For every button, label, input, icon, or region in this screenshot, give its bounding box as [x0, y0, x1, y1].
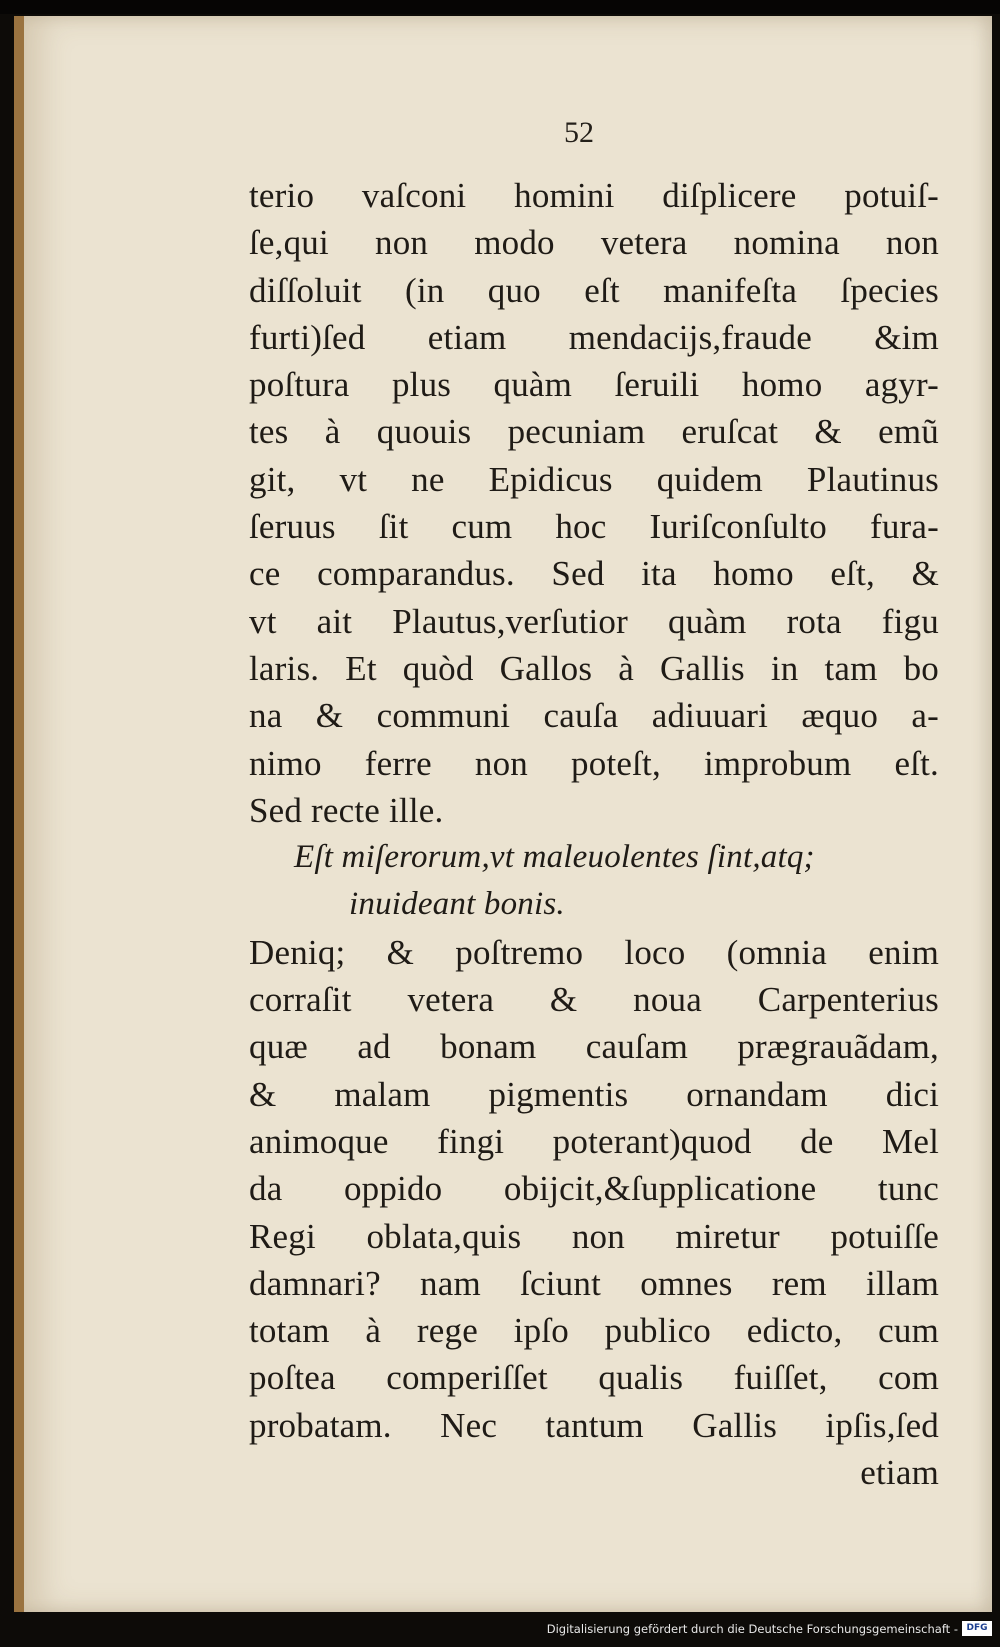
text-line: furti)ſed etiam mendaciјs,fraude &im: [249, 317, 939, 357]
text-line: poſtura plus quàm ſeruili homo agyr-: [249, 365, 939, 405]
text-line: terio vaſconi homini diſplicere potuiſ-: [249, 176, 939, 215]
text-line: animoque fingi poterant)quod de Mel: [249, 1121, 939, 1161]
text-line: da oppido obiјcit,&ſupplicatione tunc: [249, 1169, 939, 1209]
dfg-logo-icon: DFG: [962, 1621, 992, 1636]
text-line: diſſoluit (in quo eſt manifeſta ſpecies: [249, 270, 939, 310]
text-line: corraſit vetera & noua Carpenterius: [249, 980, 939, 1020]
page-number: 52: [564, 116, 594, 149]
text-line: laris. Et quòd Gallos à Gallis in tam bo: [249, 648, 939, 688]
text-line: nimo ferre non poteſt, improbum eſt.: [249, 743, 939, 783]
text-line: Regi oblata,quis non miretur potuiſſe: [249, 1216, 939, 1256]
text-line: ſe,qui non modo vetera nomina non: [249, 223, 939, 263]
digitization-footer: [0, 1612, 1000, 1647]
text-line: damnari? nam ſciunt omnes rem illam: [249, 1263, 939, 1303]
text-line: poſtea comperiſſet qualis fuiſſet, com: [249, 1358, 939, 1398]
text-line: & malam pigmentis ornandam dici: [249, 1074, 939, 1114]
text-line: ce comparandus. Sed ita homo eſt, &: [249, 554, 939, 594]
text-line: vt ait Plautus,verſutior quàm rota figu: [249, 601, 939, 641]
funding-credit: Digitalisierung gefördert durch die Deutsche Forschungsgemeinschaft -: [546, 1622, 958, 1636]
text-line: quæ ad bonam cauſam prægrauãdam,: [249, 1027, 939, 1067]
text-line: etiam: [860, 1453, 939, 1493]
text-line: Sed recte ille.: [249, 790, 444, 830]
text-line: tes à quouis pecuniam eruſcat & emũ: [249, 412, 939, 452]
text-line: inuideant bonis.: [349, 886, 565, 923]
page-text: [249, 172, 939, 1496]
text-line: totam à rege ipſo publico edicto, cum: [249, 1311, 939, 1351]
text-line: Deniq; & poſtremo loco (omnia enim: [249, 932, 939, 972]
text-line: Eſt miſerorum,vt maleuolentes ſint,atq;: [294, 839, 815, 876]
text-line: git, vt ne Epidicus quidem Plautinus: [249, 459, 939, 499]
text-line: ſeruus ſit cum hoc Iuriſconſulto fura-: [249, 507, 939, 547]
text-line: na & communi cauſa adiuuari æquo a-: [249, 696, 939, 736]
book-page: [14, 16, 992, 1612]
scan-top-edge: [0, 0, 1000, 14]
text-line: probatam. Nec tantum Gallis ipſis,ſed: [249, 1405, 939, 1445]
